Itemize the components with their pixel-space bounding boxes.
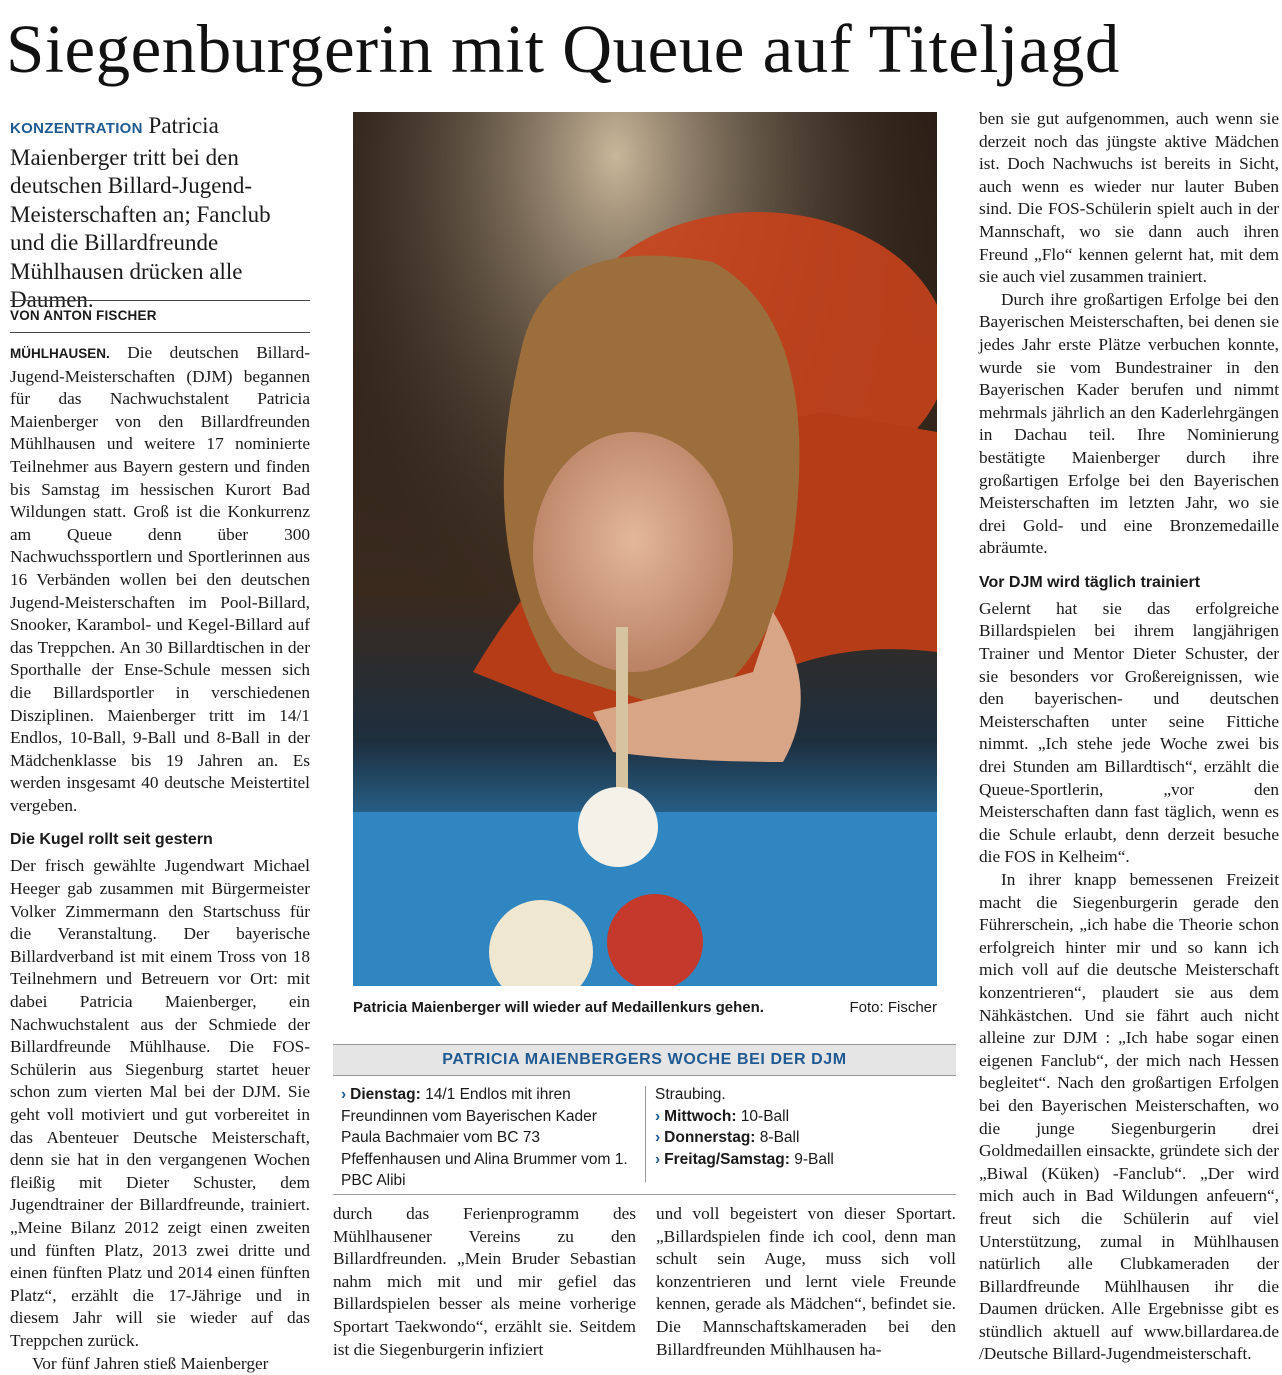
col4-paragraph-4: In ihrer knapp bemessenen Freizeit macht die Siegenburgerin gerade den Führerschein, „ich habe die Theorie schon erfolgreich hinter mir und so kann ich mich voll auf die deutsche Meisterschaft konzentrieren“, plaudert sie aus dem Nähkästchen. Und sie fährt auch nicht alleine zur DJM : „Ich habe sogar einen eigenen Fanclub“, der mich nach Hessen begleitet“. Nach den großartigen Erfolgen bei den Bayerischen Meisterschaften, wo die junge Siegenburgerin drei Goldmedaillen einsackte, gründete sich der „Biwal (Küken) -Fanclub“. „Der wird mich auch in Bad Wildungen anfeuern“, freut sich die Schülerin auf viel Unterstützung, zumal in Mühlhausen natürlich alle Clubkameraden der Billardfreunde Mühlhausen ihr die Daumen drücken. Alle Ergebnisse gibt es stündlich aktuell auf www.billardarea.de /Deutsche Billard-Jugendmeisterschaft. [979, 870, 1279, 1364]
infobox-item-freitag [655, 1149, 950, 1171]
byline-divider [10, 332, 310, 333]
col2-paragraph: durch das Ferienprogramm des Mühlhausener Vereins zu den Billardfreunden. „Mein Bruder Sebastian nahm mich mit und mir gefiel das Billardspielen besser als meine vorherige Sportart Taekwondo“, erzählt sie. Seitdem ist die Siegenburgerin infiziert [333, 1204, 636, 1359]
col1-paragraph-2: Der frisch gewählte Jugendwart Michael Heeger gab zusammen mit Bürgermeister Volker Zimmermann den Startschuss für die Veranstaltung. Der bayerische Billardverband ist mit einem Tross von 18 Teilnehmern und Betreuern vor Ort: mit dabei Patricia Maienberger, ein Nachwuchstalent aus der Schmiede der Billardfreunde Mühlhause. Die FOS-Schülerin aus Siegenburg startet heuer schon zum vierten Mal bei der DJM. Sie geht voll motiviert und gut vorbereitet in das Abenteuer Deutsche Meisterschaft, denn sie hat in den vergangenen Wochen fleißig mit Dieter Schuster, dem Jugendtrainer der Billardfreunde, trainiert. „Meine Bilanz 2012 zeigt einen zweiten und fünften Platz, 2013 zwei dritte und einen fünften Platz und 2014 einen fünften Platz“, erzählt die 17-Jährige und in diesem Jahr will sie wieder auf das Treppchen zurück. [10, 856, 310, 1350]
teaser-text: Patricia Maienberger tritt bei den deutschen Billard-Jugend-Meisterschaften an; Fanclub und die Billardfreunde Mühlhausen drücken alle Daumen. [10, 113, 271, 312]
infobox-text-3: 10-Ball [740, 1107, 790, 1125]
teaser-divider [10, 300, 310, 301]
teaser-kicker: KONZENTRATION [10, 120, 143, 137]
infobox-divider [645, 1086, 646, 1182]
infobox-text-1: 14/1 Endlos mit ihren Freundinnen vom Bayerischen Kader Paula Bachmaier vom BC 73 Pfeffenhausen und Alina Brummer vom 1. PBC Alibi [341, 1086, 628, 1189]
article-column-2 [333, 1203, 636, 1361]
infobox-day-3: Donnerstag: [664, 1129, 756, 1146]
infobox-text-4: 8-Ball [759, 1129, 800, 1146]
infobox-item-mittwoch [655, 1106, 950, 1128]
chevron-right-icon: › [341, 1086, 347, 1103]
infobox-column-2 [655, 1084, 950, 1170]
photo-caption-row [353, 998, 937, 1018]
byline: VON ANTON FISCHER [10, 308, 157, 323]
col4-paragraph-2: Durch ihre großartigen Erfolge bei den Bayerischen Meisterschaften, bei denen sie jedes Jahr erste Plätze verbuchen konnte, wurde sie vom Bundestrainer in den Bayerischen Kader berufen und nimmt mehrmals jährlich an den Kaderlehrgängen in Dachau teil. Ihre Nominierung bestätigte Maienberger durch ihre großartigen Erfolge bei den Bayerischen Meisterschaften im letzten Jahr, wo sie drei Gold- und eine Bronzemedaille abräumte. [979, 289, 1279, 558]
article-column-1 [10, 342, 310, 1375]
subhead-kugel: Die Kugel rollt seit gestern [10, 831, 213, 849]
chevron-right-icon: › [655, 1150, 661, 1168]
chevron-right-icon: › [655, 1107, 661, 1125]
infobox-day-4: Freitag/Samstag: [664, 1150, 790, 1168]
col3-paragraph: und voll begeistert von dieser Sportart. „Billardspielen finde ich cool, denn man schult sein Auge, muss sich voll konzentrieren und lernt viele Freunde kennen, gerade als Mädchen“, befindet sie. Die Mannschaftskameraden bei den Billardfreunden Mühlhausen ha- [656, 1204, 956, 1359]
infobox-column-1 [341, 1084, 637, 1192]
col4-paragraph-3: Gelernt hat sie das erfolgreiche Billardspielen bei ihrem langjährigen Trainer und Mentor Dieter Schuster, der sie besonders vor Großereignissen, wie den bayerischen- und deutschen Meisterschaften unter seine Fittiche nimmt. „Ich stehe jede Woche zwei bis drei Stunden am Billardtisch“, erzählt die Queue-Sportlerin, „vor den Meisterschaften dann fast täglich, wenn es die Schule erlaubt, denn derzeit besuche die FOS in Kelheim“. [979, 598, 1279, 867]
infobox-day-1: Dienstag: [350, 1086, 421, 1103]
infobox-text-2: Straubing. [655, 1086, 726, 1103]
teaser [10, 112, 310, 315]
photo-illustration [353, 112, 937, 986]
col4-paragraph-1: ben sie gut aufgenommen, auch wenn sie derzeit noch das jüngste aktive Mädchen ist. Doch Nachwuchs ist bereits in Sicht, auch wenn es wieder nur lauter Buben sind. Die FOS-Schülerin spielt auch in der Mannschaft, wo sie dann auch ihren Freund „Flo“ kennen gelernt hat, mit dem sie auch viel zusammen trainiert. [979, 109, 1279, 287]
headline: Siegenburgerin mit Queue auf Titeljagd [6, 11, 1120, 87]
photo-billiard-player [353, 112, 937, 986]
photo-credit: Foto: Fischer [849, 999, 937, 1016]
subhead-djm: Vor DJM wird täglich trainiert [979, 573, 1201, 591]
chevron-right-icon: › [655, 1129, 661, 1146]
infobox-title: PATRICIA MAIENBERGERS WOCHE BEI DER DJM [333, 1044, 956, 1076]
col1-paragraph-3: Vor fünf Jahren stieß Maienberger [32, 1353, 269, 1373]
article-column-4 [979, 108, 1279, 1366]
photo-caption: Patricia Maienberger will wieder auf Medaillenkurs gehen. [353, 999, 764, 1016]
infobox-day-2: Mittwoch: [664, 1107, 737, 1125]
infobox-bottom-rule [333, 1194, 956, 1195]
infobox-text-5: 9-Ball [794, 1150, 834, 1168]
dateline: MÜHLHAUSEN. [10, 346, 110, 361]
infobox-item-donnerstag [655, 1127, 950, 1149]
article-column-3 [656, 1203, 956, 1361]
col1-paragraph-1: Die deutschen Billard-Jugend-Meisterschaften (DJM) begannen für das Nachwuchstalent Patricia Maienberger von den Billardfreunden Mühlhausen und weitere 17 nominierte Teilnehmer aus Bayern gestern und finden bis Samstag im hessischen Kurort Bad Wildungen statt. Groß ist die Konkurrenz am Queue denn über 300 Nachwuchssportlern und Sportlerinnen aus 16 Verbänden wollen bei den deutschen Jugend-Meisterschaften im Pool-Billard, Snooker, Karambol- und Kegel-Billard auf das Treppchen. An 30 Billardtischen in der Sporthalle der Ense-Schule messen sich die Billardsportler in verschiedenen Disziplinen. Maienberger tritt im 14/1 Endlos, 10-Ball, 9-Ball und 8-Ball in der Mädchenklasse bis 19 Jahren an. Es werden insgesamt 40 deutsche Meistertitel vergeben. [10, 343, 310, 815]
